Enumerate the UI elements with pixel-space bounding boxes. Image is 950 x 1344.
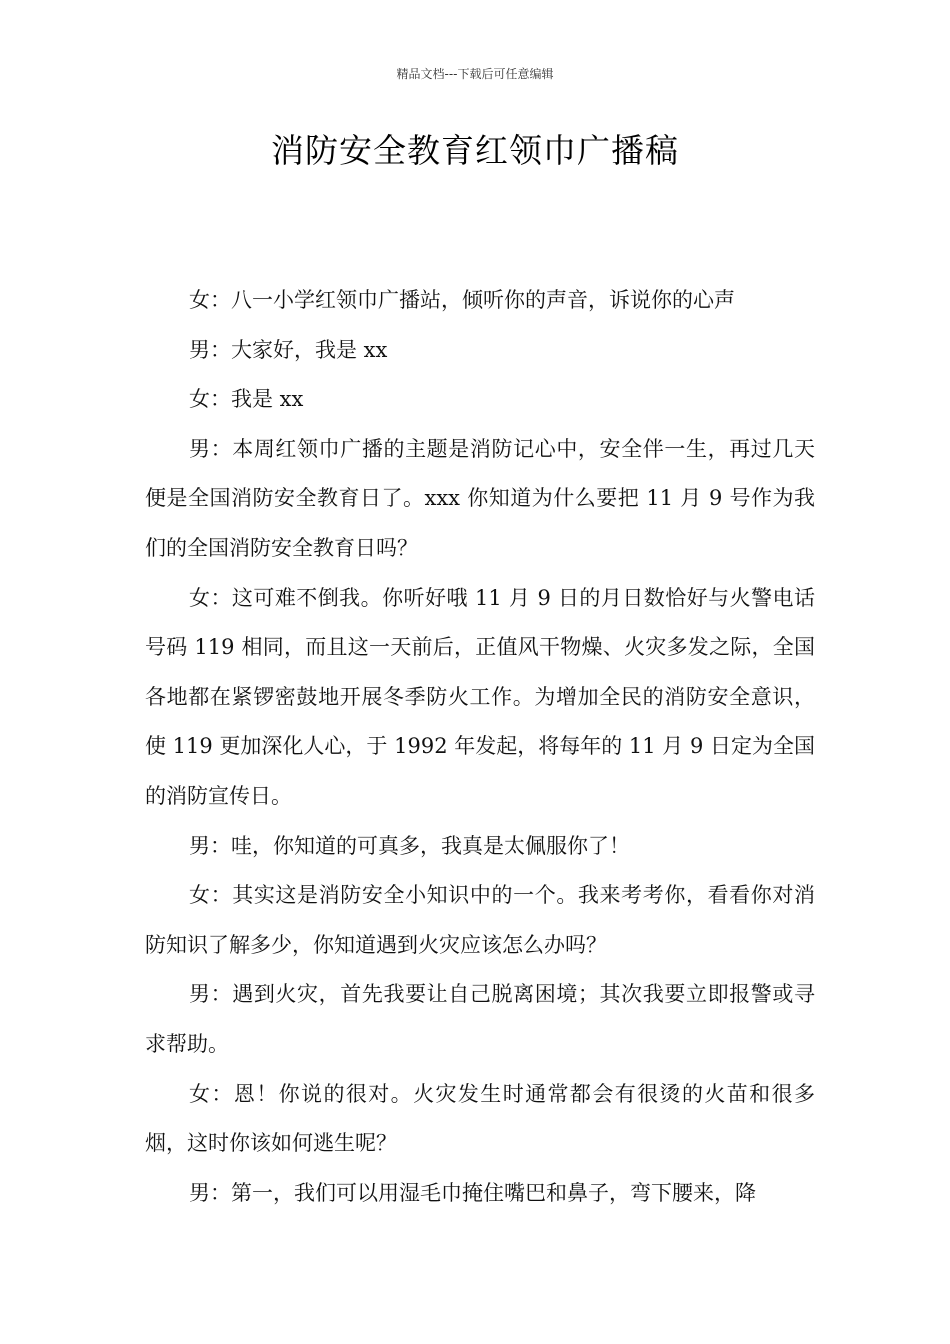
- paragraph: 女：恩！你说的很对。火灾发生时通常都会有很烫的火苗和很多烟，这时你该如何逃生呢？: [145, 1081, 815, 1156]
- paragraph: 男：第一，我们可以用湿毛巾掩住嘴巴和鼻子，弯下腰来，降: [189, 1180, 756, 1205]
- document-title: 消防安全教育红领巾广播稿: [271, 131, 679, 170]
- paragraph: 女：八一小学红领巾广播站，倾听你的声音，诉说你的心声: [189, 288, 735, 312]
- document-body: [145, 276, 815, 1218]
- paragraph: 女：我是 xx: [189, 387, 304, 412]
- paragraph: 女：这可难不倒我。你听好哦 11 月 9 日的月日数恰好与火警电话号码 119 相同，而且这一天前后，正值风干物燥、火灾多发之际，全国各地都在紧锣密鼓地开展冬季防火工作。为增加全民的消防安全意识，使 119 更加深化人心，于 1992 年发起，将每年的 11 月 9 日定为全国的消防宣传日。: [145, 585, 816, 808]
- paragraph: 男：大家好，我是 xx: [189, 337, 388, 362]
- paragraph: 男：哇，你知道的可真多，我真是太佩服你了！: [189, 833, 630, 858]
- header-note: 精品文档---下载后可任意编辑: [396, 67, 554, 81]
- paragraph: 女：其实这是消防安全小知识中的一个。我来考考你，看看你对消防知识了解多少，你知道遇到火灾应该怎么办吗？: [145, 883, 815, 957]
- paragraph: 男：本周红领巾广播的主题是消防记心中，安全伴一生，再过几天便是全国消防安全教育日了。xxx 你知道为什么要把 11 月 9 号作为我们的全国消防安全教育日吗？: [145, 436, 815, 560]
- paragraph: 男：遇到火灾，首先我要让自己脱离困境；其次我要立即报警或寻求帮助。: [145, 982, 815, 1056]
